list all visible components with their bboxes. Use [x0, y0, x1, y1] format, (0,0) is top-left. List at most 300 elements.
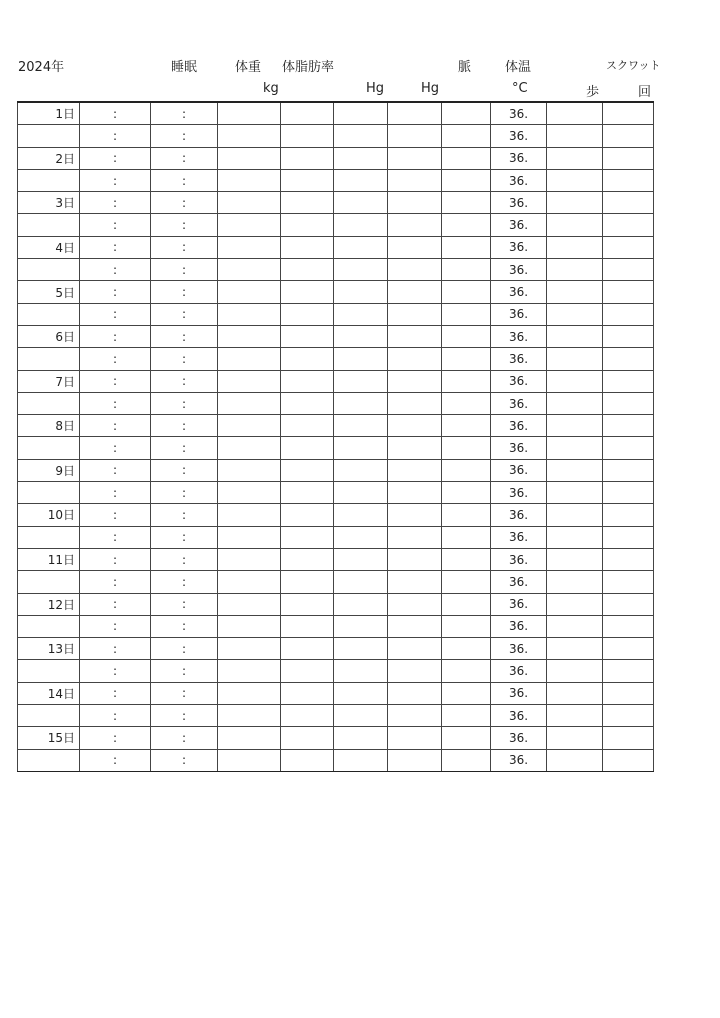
day-cell[interactable]: [18, 259, 80, 281]
sleep-end-cell[interactable]: :: [151, 236, 218, 258]
entry-cell[interactable]: [442, 571, 491, 593]
day-cell[interactable]: [18, 615, 80, 637]
entry-cell[interactable]: [388, 571, 442, 593]
day-cell[interactable]: [18, 437, 80, 459]
entry-cell[interactable]: [218, 192, 281, 214]
temperature-cell[interactable]: 36.: [491, 682, 547, 704]
entry-cell[interactable]: [388, 482, 442, 504]
entry-cell[interactable]: [281, 303, 334, 325]
entry-cell[interactable]: [442, 281, 491, 303]
sleep-end-cell[interactable]: :: [151, 415, 218, 437]
sleep-start-cell[interactable]: :: [80, 325, 151, 347]
sleep-start-cell[interactable]: :: [80, 392, 151, 414]
temperature-cell[interactable]: 36.: [491, 214, 547, 236]
temperature-cell[interactable]: 36.: [491, 437, 547, 459]
entry-cell[interactable]: [547, 281, 603, 303]
entry-cell[interactable]: [218, 526, 281, 548]
day-cell[interactable]: [18, 303, 80, 325]
entry-cell[interactable]: [547, 749, 603, 771]
entry-cell[interactable]: [547, 705, 603, 727]
sleep-end-cell[interactable]: :: [151, 727, 218, 749]
entry-cell[interactable]: [281, 259, 334, 281]
entry-cell[interactable]: [547, 348, 603, 370]
entry-cell[interactable]: [603, 660, 654, 682]
temperature-cell[interactable]: 36.: [491, 415, 547, 437]
entry-cell[interactable]: [281, 571, 334, 593]
sleep-start-cell[interactable]: :: [80, 615, 151, 637]
entry-cell[interactable]: [334, 459, 388, 481]
entry-cell[interactable]: [334, 682, 388, 704]
entry-cell[interactable]: [442, 705, 491, 727]
entry-cell[interactable]: [603, 370, 654, 392]
entry-cell[interactable]: [603, 705, 654, 727]
entry-cell[interactable]: [603, 459, 654, 481]
entry-cell[interactable]: [218, 660, 281, 682]
entry-cell[interactable]: [388, 526, 442, 548]
entry-cell[interactable]: [218, 125, 281, 147]
entry-cell[interactable]: [442, 615, 491, 637]
entry-cell[interactable]: [281, 236, 334, 258]
entry-cell[interactable]: [281, 325, 334, 347]
entry-cell[interactable]: [281, 147, 334, 169]
entry-cell[interactable]: [281, 705, 334, 727]
entry-cell[interactable]: [334, 482, 388, 504]
entry-cell[interactable]: [442, 192, 491, 214]
entry-cell[interactable]: [334, 504, 388, 526]
entry-cell[interactable]: [218, 415, 281, 437]
entry-cell[interactable]: [388, 125, 442, 147]
temperature-cell[interactable]: 36.: [491, 303, 547, 325]
entry-cell[interactable]: [603, 303, 654, 325]
entry-cell[interactable]: [442, 303, 491, 325]
sleep-end-cell[interactable]: :: [151, 437, 218, 459]
entry-cell[interactable]: [218, 236, 281, 258]
day-cell[interactable]: [18, 571, 80, 593]
entry-cell[interactable]: [442, 638, 491, 660]
entry-cell[interactable]: [547, 482, 603, 504]
entry-cell[interactable]: [334, 125, 388, 147]
entry-cell[interactable]: [547, 192, 603, 214]
entry-cell[interactable]: [281, 214, 334, 236]
entry-cell[interactable]: [388, 348, 442, 370]
entry-cell[interactable]: [603, 749, 654, 771]
entry-cell[interactable]: [334, 660, 388, 682]
entry-cell[interactable]: [388, 169, 442, 191]
entry-cell[interactable]: [547, 615, 603, 637]
entry-cell[interactable]: [218, 147, 281, 169]
entry-cell[interactable]: [218, 459, 281, 481]
sleep-end-cell[interactable]: :: [151, 705, 218, 727]
entry-cell[interactable]: [334, 303, 388, 325]
entry-cell[interactable]: [218, 593, 281, 615]
entry-cell[interactable]: [547, 660, 603, 682]
entry-cell[interactable]: [547, 147, 603, 169]
entry-cell[interactable]: [281, 727, 334, 749]
temperature-cell[interactable]: 36.: [491, 259, 547, 281]
entry-cell[interactable]: [281, 548, 334, 570]
temperature-cell[interactable]: 36.: [491, 593, 547, 615]
entry-cell[interactable]: [388, 303, 442, 325]
sleep-start-cell[interactable]: :: [80, 571, 151, 593]
entry-cell[interactable]: [547, 548, 603, 570]
entry-cell[interactable]: [334, 437, 388, 459]
temperature-cell[interactable]: 36.: [491, 660, 547, 682]
sleep-start-cell[interactable]: :: [80, 682, 151, 704]
entry-cell[interactable]: [334, 281, 388, 303]
temperature-cell[interactable]: 36.: [491, 705, 547, 727]
sleep-start-cell[interactable]: :: [80, 526, 151, 548]
entry-cell[interactable]: [442, 169, 491, 191]
entry-cell[interactable]: [388, 147, 442, 169]
day-cell[interactable]: [18, 749, 80, 771]
sleep-start-cell[interactable]: :: [80, 548, 151, 570]
sleep-end-cell[interactable]: :: [151, 348, 218, 370]
entry-cell[interactable]: [388, 727, 442, 749]
sleep-end-cell[interactable]: :: [151, 281, 218, 303]
temperature-cell[interactable]: 36.: [491, 749, 547, 771]
day-cell[interactable]: [18, 660, 80, 682]
sleep-start-cell[interactable]: :: [80, 727, 151, 749]
entry-cell[interactable]: [218, 325, 281, 347]
entry-cell[interactable]: [547, 437, 603, 459]
entry-cell[interactable]: [388, 392, 442, 414]
entry-cell[interactable]: [218, 259, 281, 281]
entry-cell[interactable]: [388, 548, 442, 570]
entry-cell[interactable]: [281, 504, 334, 526]
entry-cell[interactable]: [442, 682, 491, 704]
temperature-cell[interactable]: 36.: [491, 192, 547, 214]
day-cell[interactable]: [18, 392, 80, 414]
day-cell[interactable]: [18, 125, 80, 147]
entry-cell[interactable]: [334, 593, 388, 615]
entry-cell[interactable]: [388, 370, 442, 392]
entry-cell[interactable]: [547, 504, 603, 526]
entry-cell[interactable]: [218, 705, 281, 727]
entry-cell[interactable]: [218, 169, 281, 191]
entry-cell[interactable]: [442, 548, 491, 570]
entry-cell[interactable]: [334, 169, 388, 191]
temperature-cell[interactable]: 36.: [491, 236, 547, 258]
entry-cell[interactable]: [334, 102, 388, 125]
sleep-start-cell[interactable]: :: [80, 415, 151, 437]
temperature-cell[interactable]: 36.: [491, 571, 547, 593]
sleep-end-cell[interactable]: :: [151, 102, 218, 125]
entry-cell[interactable]: [442, 482, 491, 504]
sleep-start-cell[interactable]: :: [80, 593, 151, 615]
temperature-cell[interactable]: 36.: [491, 348, 547, 370]
entry-cell[interactable]: [603, 638, 654, 660]
entry-cell[interactable]: [218, 102, 281, 125]
entry-cell[interactable]: [603, 102, 654, 125]
entry-cell[interactable]: [388, 192, 442, 214]
entry-cell[interactable]: [218, 615, 281, 637]
entry-cell[interactable]: [388, 638, 442, 660]
entry-cell[interactable]: [603, 125, 654, 147]
sleep-start-cell[interactable]: :: [80, 102, 151, 125]
sleep-start-cell[interactable]: :: [80, 214, 151, 236]
entry-cell[interactable]: [603, 281, 654, 303]
entry-cell[interactable]: [547, 169, 603, 191]
entry-cell[interactable]: [218, 638, 281, 660]
sleep-start-cell[interactable]: :: [80, 169, 151, 191]
entry-cell[interactable]: [442, 415, 491, 437]
entry-cell[interactable]: [281, 638, 334, 660]
entry-cell[interactable]: [334, 214, 388, 236]
entry-cell[interactable]: [547, 214, 603, 236]
entry-cell[interactable]: [218, 749, 281, 771]
entry-cell[interactable]: [442, 526, 491, 548]
entry-cell[interactable]: [603, 682, 654, 704]
entry-cell[interactable]: [388, 705, 442, 727]
entry-cell[interactable]: [281, 660, 334, 682]
sleep-start-cell[interactable]: :: [80, 192, 151, 214]
sleep-start-cell[interactable]: :: [80, 459, 151, 481]
entry-cell[interactable]: [442, 147, 491, 169]
day-cell[interactable]: [18, 169, 80, 191]
entry-cell[interactable]: [388, 593, 442, 615]
entry-cell[interactable]: [218, 348, 281, 370]
sleep-start-cell[interactable]: :: [80, 749, 151, 771]
entry-cell[interactable]: [603, 392, 654, 414]
temperature-cell[interactable]: 36.: [491, 727, 547, 749]
entry-cell[interactable]: [442, 593, 491, 615]
entry-cell[interactable]: [334, 370, 388, 392]
entry-cell[interactable]: [603, 615, 654, 637]
sleep-end-cell[interactable]: :: [151, 259, 218, 281]
day-cell[interactable]: [18, 482, 80, 504]
temperature-cell[interactable]: 36.: [491, 281, 547, 303]
entry-cell[interactable]: [603, 727, 654, 749]
entry-cell[interactable]: [281, 370, 334, 392]
entry-cell[interactable]: [547, 392, 603, 414]
entry-cell[interactable]: [603, 236, 654, 258]
entry-cell[interactable]: [281, 102, 334, 125]
entry-cell[interactable]: [603, 571, 654, 593]
entry-cell[interactable]: [281, 169, 334, 191]
sleep-end-cell[interactable]: :: [151, 214, 218, 236]
entry-cell[interactable]: [281, 437, 334, 459]
entry-cell[interactable]: [442, 348, 491, 370]
entry-cell[interactable]: [388, 259, 442, 281]
entry-cell[interactable]: [547, 125, 603, 147]
entry-cell[interactable]: [388, 749, 442, 771]
day-cell[interactable]: [18, 348, 80, 370]
entry-cell[interactable]: [388, 459, 442, 481]
entry-cell[interactable]: [547, 415, 603, 437]
entry-cell[interactable]: [442, 325, 491, 347]
entry-cell[interactable]: [334, 192, 388, 214]
entry-cell[interactable]: [442, 392, 491, 414]
entry-cell[interactable]: [442, 459, 491, 481]
entry-cell[interactable]: [334, 571, 388, 593]
entry-cell[interactable]: [218, 482, 281, 504]
temperature-cell[interactable]: 36.: [491, 459, 547, 481]
sleep-end-cell[interactable]: :: [151, 749, 218, 771]
sleep-end-cell[interactable]: :: [151, 125, 218, 147]
day-cell[interactable]: [18, 214, 80, 236]
entry-cell[interactable]: [218, 392, 281, 414]
temperature-cell[interactable]: 36.: [491, 482, 547, 504]
sleep-start-cell[interactable]: :: [80, 370, 151, 392]
entry-cell[interactable]: [334, 147, 388, 169]
sleep-start-cell[interactable]: :: [80, 303, 151, 325]
sleep-end-cell[interactable]: :: [151, 192, 218, 214]
sleep-start-cell[interactable]: :: [80, 348, 151, 370]
entry-cell[interactable]: [547, 526, 603, 548]
sleep-start-cell[interactable]: :: [80, 660, 151, 682]
entry-cell[interactable]: [281, 682, 334, 704]
entry-cell[interactable]: [218, 437, 281, 459]
sleep-end-cell[interactable]: :: [151, 459, 218, 481]
sleep-start-cell[interactable]: :: [80, 437, 151, 459]
sleep-start-cell[interactable]: :: [80, 147, 151, 169]
sleep-end-cell[interactable]: :: [151, 370, 218, 392]
entry-cell[interactable]: [388, 102, 442, 125]
entry-cell[interactable]: [388, 281, 442, 303]
entry-cell[interactable]: [281, 392, 334, 414]
sleep-start-cell[interactable]: :: [80, 281, 151, 303]
entry-cell[interactable]: [442, 749, 491, 771]
entry-cell[interactable]: [281, 415, 334, 437]
entry-cell[interactable]: [603, 192, 654, 214]
sleep-end-cell[interactable]: :: [151, 548, 218, 570]
entry-cell[interactable]: [334, 526, 388, 548]
sleep-end-cell[interactable]: :: [151, 392, 218, 414]
entry-cell[interactable]: [603, 593, 654, 615]
entry-cell[interactable]: [334, 348, 388, 370]
sleep-start-cell[interactable]: :: [80, 259, 151, 281]
sleep-start-cell[interactable]: :: [80, 482, 151, 504]
entry-cell[interactable]: [281, 749, 334, 771]
entry-cell[interactable]: [547, 259, 603, 281]
entry-cell[interactable]: [603, 147, 654, 169]
entry-cell[interactable]: [281, 615, 334, 637]
entry-cell[interactable]: [603, 548, 654, 570]
entry-cell[interactable]: [388, 615, 442, 637]
sleep-start-cell[interactable]: :: [80, 504, 151, 526]
entry-cell[interactable]: [218, 370, 281, 392]
temperature-cell[interactable]: 36.: [491, 638, 547, 660]
entry-cell[interactable]: [281, 281, 334, 303]
entry-cell[interactable]: [547, 459, 603, 481]
sleep-end-cell[interactable]: :: [151, 303, 218, 325]
entry-cell[interactable]: [547, 236, 603, 258]
entry-cell[interactable]: [334, 749, 388, 771]
sleep-end-cell[interactable]: :: [151, 504, 218, 526]
entry-cell[interactable]: [603, 437, 654, 459]
entry-cell[interactable]: [334, 259, 388, 281]
entry-cell[interactable]: [334, 392, 388, 414]
entry-cell[interactable]: [603, 169, 654, 191]
sleep-start-cell[interactable]: :: [80, 125, 151, 147]
entry-cell[interactable]: [442, 236, 491, 258]
sleep-end-cell[interactable]: :: [151, 147, 218, 169]
entry-cell[interactable]: [281, 593, 334, 615]
sleep-end-cell[interactable]: :: [151, 682, 218, 704]
entry-cell[interactable]: [603, 482, 654, 504]
sleep-end-cell[interactable]: :: [151, 660, 218, 682]
entry-cell[interactable]: [442, 437, 491, 459]
entry-cell[interactable]: [388, 660, 442, 682]
entry-cell[interactable]: [281, 482, 334, 504]
entry-cell[interactable]: [603, 415, 654, 437]
entry-cell[interactable]: [442, 727, 491, 749]
entry-cell[interactable]: [218, 571, 281, 593]
entry-cell[interactable]: [388, 682, 442, 704]
temperature-cell[interactable]: 36.: [491, 147, 547, 169]
entry-cell[interactable]: [442, 370, 491, 392]
entry-cell[interactable]: [547, 325, 603, 347]
sleep-start-cell[interactable]: :: [80, 236, 151, 258]
day-cell[interactable]: [18, 705, 80, 727]
temperature-cell[interactable]: 36.: [491, 325, 547, 347]
entry-cell[interactable]: [218, 303, 281, 325]
sleep-end-cell[interactable]: :: [151, 526, 218, 548]
entry-cell[interactable]: [603, 526, 654, 548]
sleep-end-cell[interactable]: :: [151, 593, 218, 615]
entry-cell[interactable]: [334, 638, 388, 660]
temperature-cell[interactable]: 36.: [491, 504, 547, 526]
sleep-start-cell[interactable]: :: [80, 705, 151, 727]
entry-cell[interactable]: [334, 325, 388, 347]
entry-cell[interactable]: [281, 125, 334, 147]
entry-cell[interactable]: [547, 593, 603, 615]
entry-cell[interactable]: [218, 548, 281, 570]
temperature-cell[interactable]: 36.: [491, 169, 547, 191]
sleep-end-cell[interactable]: :: [151, 169, 218, 191]
entry-cell[interactable]: [442, 504, 491, 526]
entry-cell[interactable]: [281, 459, 334, 481]
entry-cell[interactable]: [388, 325, 442, 347]
temperature-cell[interactable]: 36.: [491, 125, 547, 147]
entry-cell[interactable]: [334, 727, 388, 749]
entry-cell[interactable]: [603, 504, 654, 526]
entry-cell[interactable]: [218, 727, 281, 749]
entry-cell[interactable]: [388, 415, 442, 437]
sleep-end-cell[interactable]: :: [151, 615, 218, 637]
entry-cell[interactable]: [218, 504, 281, 526]
entry-cell[interactable]: [442, 125, 491, 147]
entry-cell[interactable]: [281, 192, 334, 214]
entry-cell[interactable]: [388, 437, 442, 459]
temperature-cell[interactable]: 36.: [491, 615, 547, 637]
entry-cell[interactable]: [547, 370, 603, 392]
entry-cell[interactable]: [388, 236, 442, 258]
entry-cell[interactable]: [547, 638, 603, 660]
entry-cell[interactable]: [547, 727, 603, 749]
day-cell[interactable]: [18, 526, 80, 548]
entry-cell[interactable]: [603, 325, 654, 347]
temperature-cell[interactable]: 36.: [491, 526, 547, 548]
temperature-cell[interactable]: 36.: [491, 102, 547, 125]
entry-cell[interactable]: [281, 526, 334, 548]
entry-cell[interactable]: [334, 236, 388, 258]
entry-cell[interactable]: [218, 682, 281, 704]
entry-cell[interactable]: [442, 214, 491, 236]
temperature-cell[interactable]: 36.: [491, 548, 547, 570]
entry-cell[interactable]: [281, 348, 334, 370]
sleep-end-cell[interactable]: :: [151, 571, 218, 593]
entry-cell[interactable]: [334, 548, 388, 570]
temperature-cell[interactable]: 36.: [491, 392, 547, 414]
entry-cell[interactable]: [388, 504, 442, 526]
entry-cell[interactable]: [442, 660, 491, 682]
sleep-end-cell[interactable]: :: [151, 482, 218, 504]
sleep-end-cell[interactable]: :: [151, 638, 218, 660]
entry-cell[interactable]: [603, 214, 654, 236]
entry-cell[interactable]: [388, 214, 442, 236]
entry-cell[interactable]: [218, 214, 281, 236]
